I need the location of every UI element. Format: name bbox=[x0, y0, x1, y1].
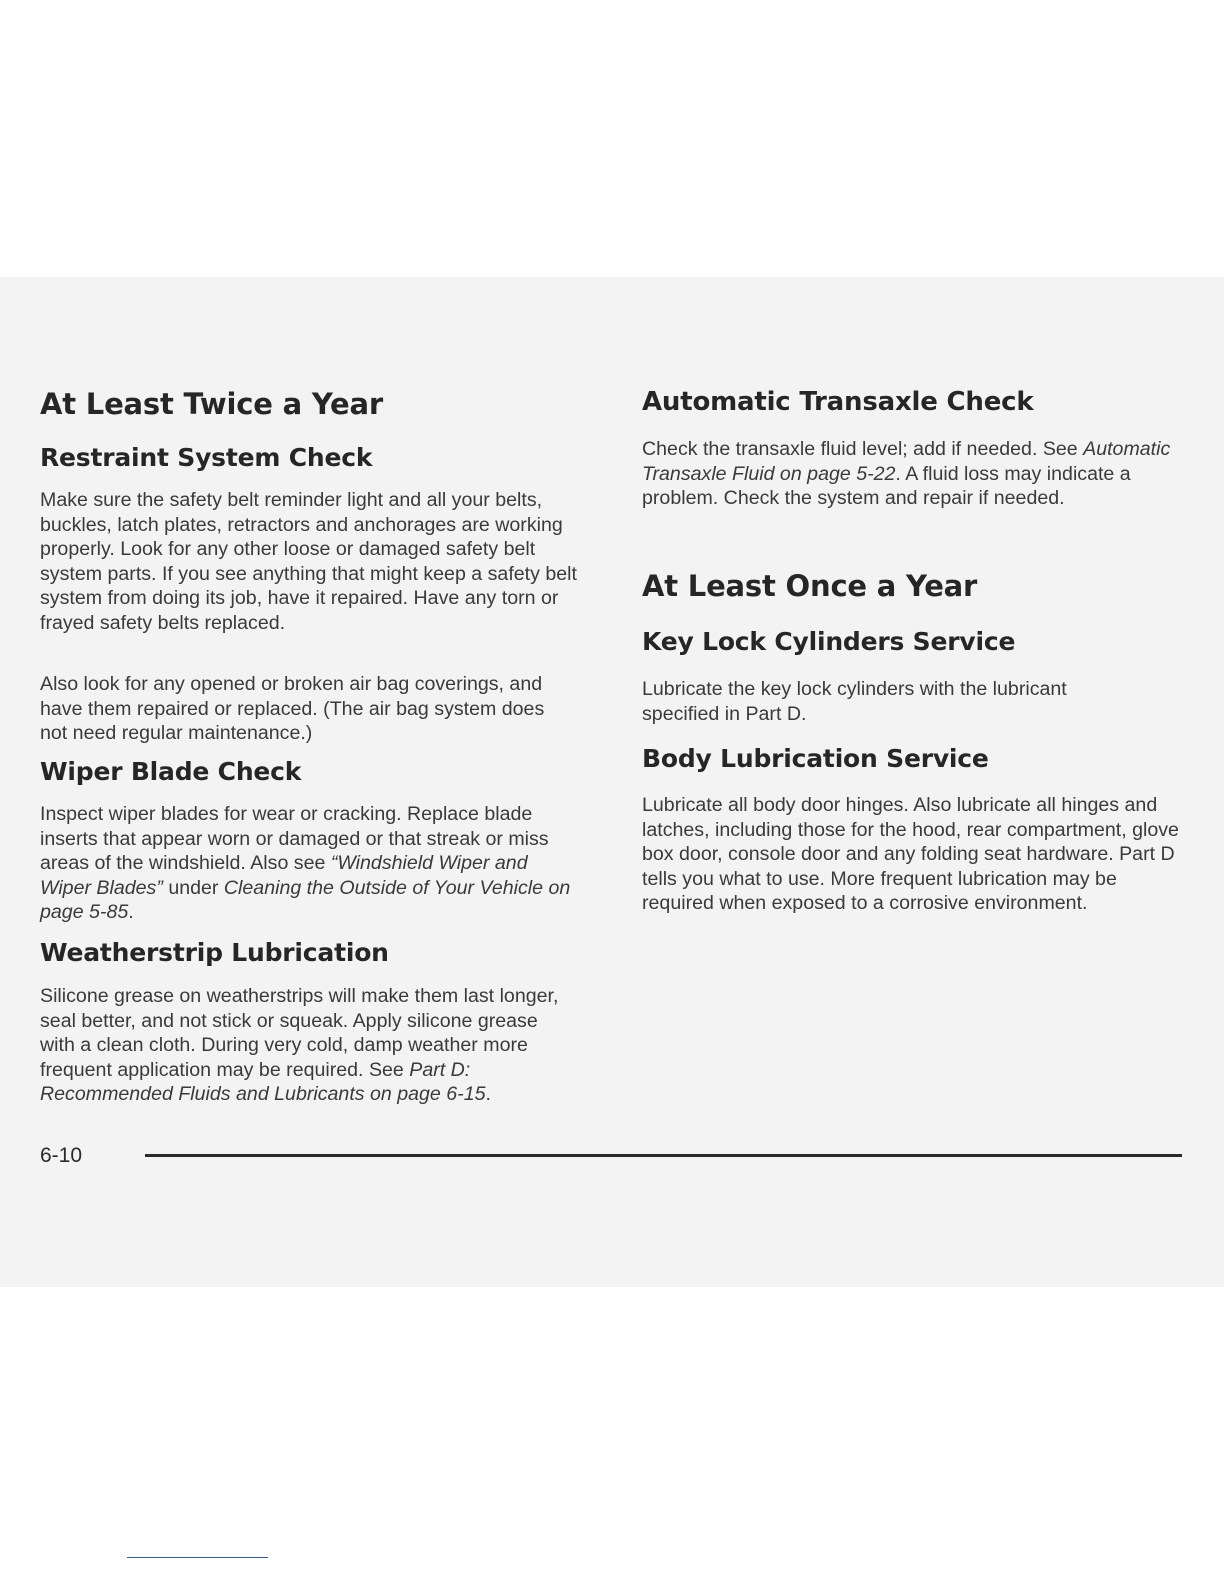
fluids-lubricants-reference-link[interactable]: Part D: Recommended Fluids and Lubricants on page 6-15 bbox=[40, 1058, 486, 1106]
transaxle-text-2: . A fluid loss may indicate a problem. Check the system and repair if needed. bbox=[642, 462, 1131, 510]
heading-restraint-system-check: Restraint System Check bbox=[40, 443, 373, 472]
restraint-paragraph-1: Make sure the safety belt reminder light and all your belts, buckles, latch plates, retractors and anchorages are working properly. Look for any other loose or damaged safety belt system parts. If you see anything that might keep a safety belt system from doing its job, have it repaired. Have any torn or frayed safety belts replaced. bbox=[40, 489, 577, 634]
wiper-text-2: under bbox=[162, 876, 224, 899]
weatherstrip-paragraph bbox=[40, 984, 570, 1107]
cleaning-reference-link[interactable]: Cleaning the Outside of Your Vehicle on page 5-85 bbox=[40, 876, 571, 924]
wiper-text-3: . bbox=[128, 901, 134, 924]
transaxle-text-1: Check the transaxle fluid level; add if needed. See bbox=[642, 438, 1084, 460]
footer-rule bbox=[145, 1154, 1182, 1157]
page-number: 6-10 bbox=[40, 1144, 83, 1167]
weatherstrip-text-1: Silicone grease on weatherstrips will make them last longer, seal better, and not stick or squeak. Apply silicone grease with a clean cloth. During very cold, damp weather more frequent application may be required. See bbox=[40, 985, 559, 1081]
wiper-paragraph bbox=[40, 802, 580, 925]
heading-wiper-blade-check: Wiper Blade Check bbox=[40, 757, 302, 786]
keylock-paragraph: Lubricate the key lock cylinders with the lubricant specified in Part D. bbox=[642, 678, 1067, 725]
section-title-once-a-year: At Least Once a Year bbox=[642, 569, 978, 603]
manual-page bbox=[0, 277, 1224, 1287]
weatherstrip-text-2: . bbox=[485, 1083, 491, 1106]
section-title-twice-a-year: At Least Twice a Year bbox=[40, 387, 383, 421]
body-lubrication-paragraph: Lubricate all body door hinges. Also lubricate all hinges and latches, including those for the hood, rear compartment, glove box door, console door and any folding seat hardware. Part D tells you what to use. More frequent lubrication may be required when exposed to a corrosive environment. bbox=[642, 794, 1179, 915]
transaxle-paragraph bbox=[642, 437, 1187, 511]
restraint-paragraph-2: Also look for any opened or broken air bag coverings, and have them repaired or replaced. (The air bag system does not need regular maintenance.) bbox=[40, 673, 545, 745]
decorative-link-underline bbox=[127, 1557, 268, 1558]
heading-weatherstrip-lubrication: Weatherstrip Lubrication bbox=[40, 938, 389, 967]
wiper-text-1: Inspect wiper blades for wear or cracking. Replace blade inserts that appear worn or damaged or that streak or miss areas of the windshield. Also see bbox=[40, 803, 549, 875]
heading-automatic-transaxle-check: Automatic Transaxle Check bbox=[642, 387, 1034, 417]
transaxle-fluid-reference-link[interactable]: Automatic Transaxle Fluid on page 5-22 bbox=[642, 438, 1171, 485]
heading-body-lubrication-service: Body Lubrication Service bbox=[642, 744, 989, 773]
heading-key-lock-cylinders-service: Key Lock Cylinders Service bbox=[642, 627, 1016, 656]
wiper-reference-link[interactable]: “Windshield Wiper and Wiper Blades” bbox=[40, 852, 528, 899]
